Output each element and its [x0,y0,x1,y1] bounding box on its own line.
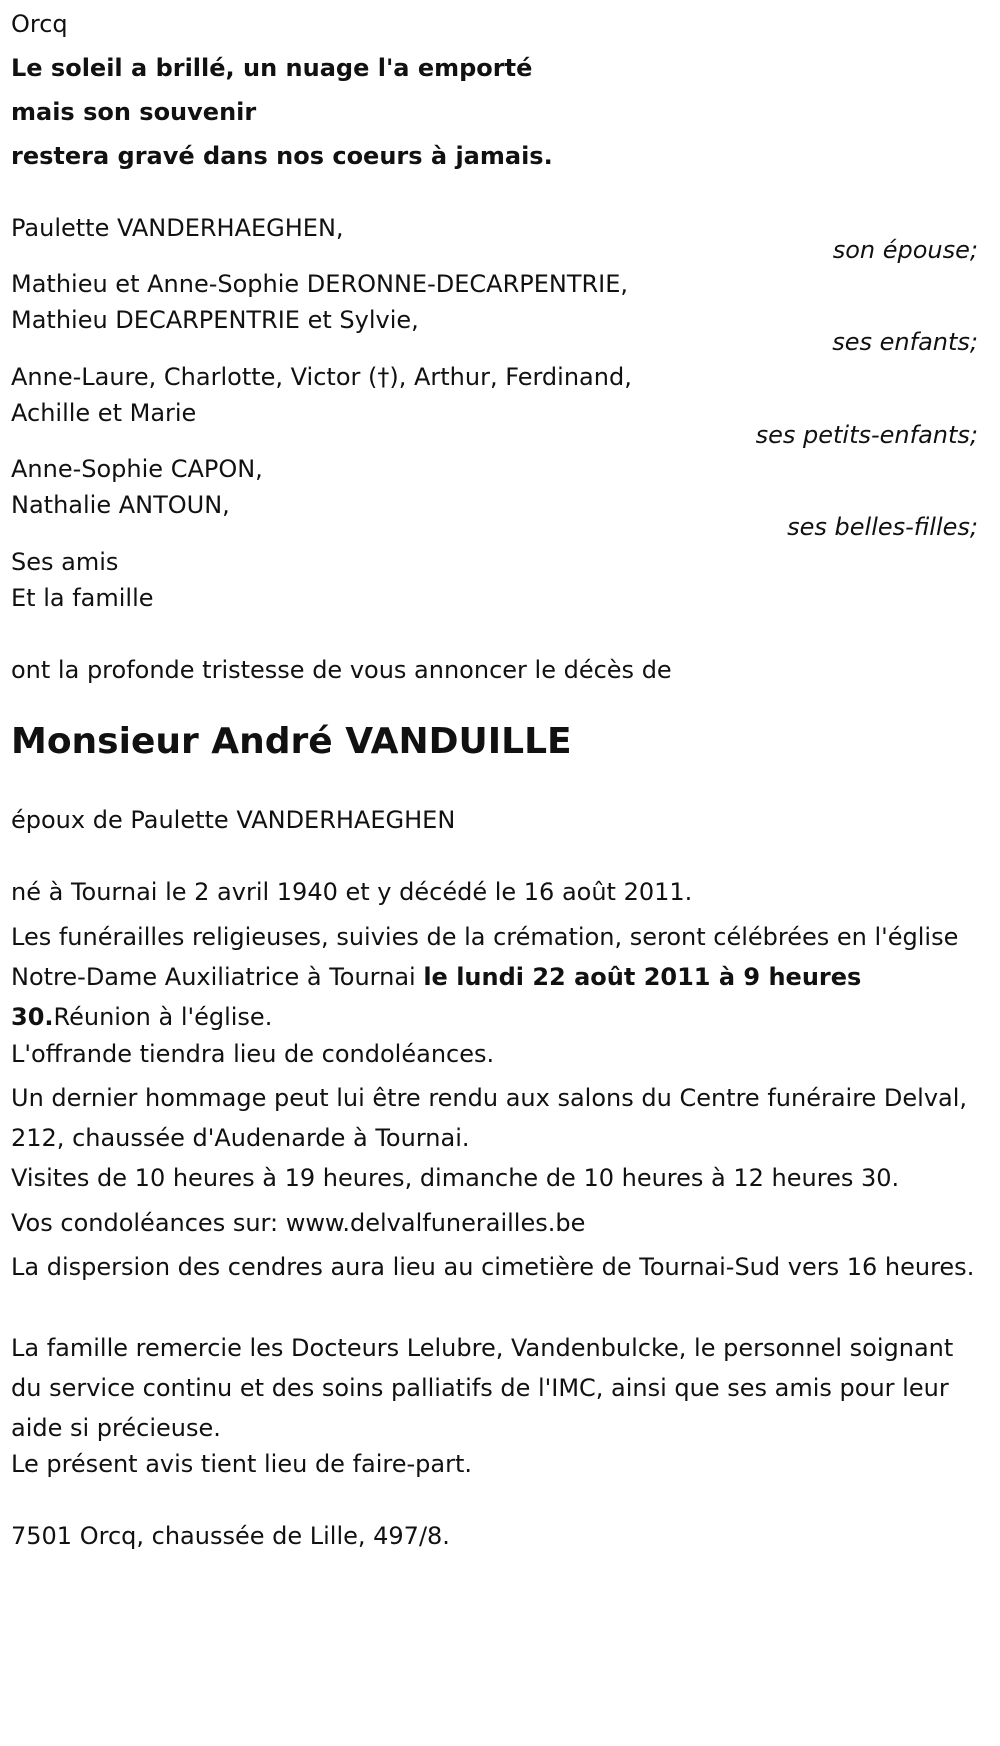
ashes-paragraph: La dispersion des cendres aura lieu au cimetière de Tournai-Sud vers 16 heures. [11,1253,975,1281]
inlaws-line-1: Anne-Sophie CAPON, [11,455,263,483]
announcement-text: ont la profonde tristesse de vous annoncer le décès de [11,656,672,684]
deceased-name: Monsieur André VANDUILLE [11,721,572,762]
location-header: Orcq [11,10,68,38]
spouse-of-line: époux de Paulette VANDERHAEGHEN [11,806,456,834]
address-line: 7501 Orcq, chaussée de Lille, 497/8. [11,1522,450,1550]
funeral-text: Les funérailles religieuses, suivies de la crémation, seront célébrées en l'église Notre-Dame Auxiliatrice à Tournai [11,923,959,991]
grandchildren-line-2: Achille et Marie [11,399,197,427]
children-line-2: Mathieu DECARPENTRIE et Sylvie, [11,306,419,334]
poem-line-2: mais son souvenir [11,98,257,126]
thanks-paragraph: La famille remercie les Docteurs Lelubre, Vandenbulcke, le personnel soignant du service continu et des soins palliatifs de l'IMC, ainsi que ses amis pour leur aide si précieuse. [11,1334,954,1442]
friends-line: Ses amis [11,548,119,576]
family-line: Et la famille [11,584,154,612]
children-line-1: Mathieu et Anne-Sophie DERONNE-DECARPENTRIE, [11,270,629,298]
spouse-role: son épouse; [832,236,978,264]
condolences-line: Vos condoléances sur: www.delvalfunerailles.be [11,1209,586,1237]
grandchildren-line-1: Anne-Laure, Charlotte, Victor (†), Arthur, Ferdinand, [11,363,632,391]
notice-line: Le présent avis tient lieu de faire-part. [11,1450,473,1478]
funeral-paragraph [11,917,981,1037]
grandchildren-role: ses petits-enfants; [755,421,978,449]
poem-line-3: restera gravé dans nos coeurs à jamais. [11,142,553,170]
tribute-paragraph: Un dernier hommage peut lui être rendu aux salons du Centre funéraire Delval, 212, chaussée d'Audenarde à Tournai. [11,1084,968,1152]
inlaws-role: ses belles-filles; [787,513,978,541]
spouse-name: Paulette VANDERHAEGHEN, [11,214,344,242]
birth-death-line: né à Tournai le 2 avril 1940 et y décédé le 16 août 2011. [11,878,693,906]
inlaws-line-2: Nathalie ANTOUN, [11,491,230,519]
offering-line: L'offrande tiendra lieu de condoléances. [11,1040,495,1068]
visits-line: Visites de 10 heures à 19 heures, dimanche de 10 heures à 12 heures 30. [11,1164,900,1192]
funeral-meeting: Réunion à l'église. [53,1003,273,1031]
children-role: ses enfants; [832,328,978,356]
poem-line-1: Le soleil a brillé, un nuage l'a emporté [11,54,533,82]
funeral-date: le lundi 22 août 2011 à 9 heures 30. [11,963,862,1031]
